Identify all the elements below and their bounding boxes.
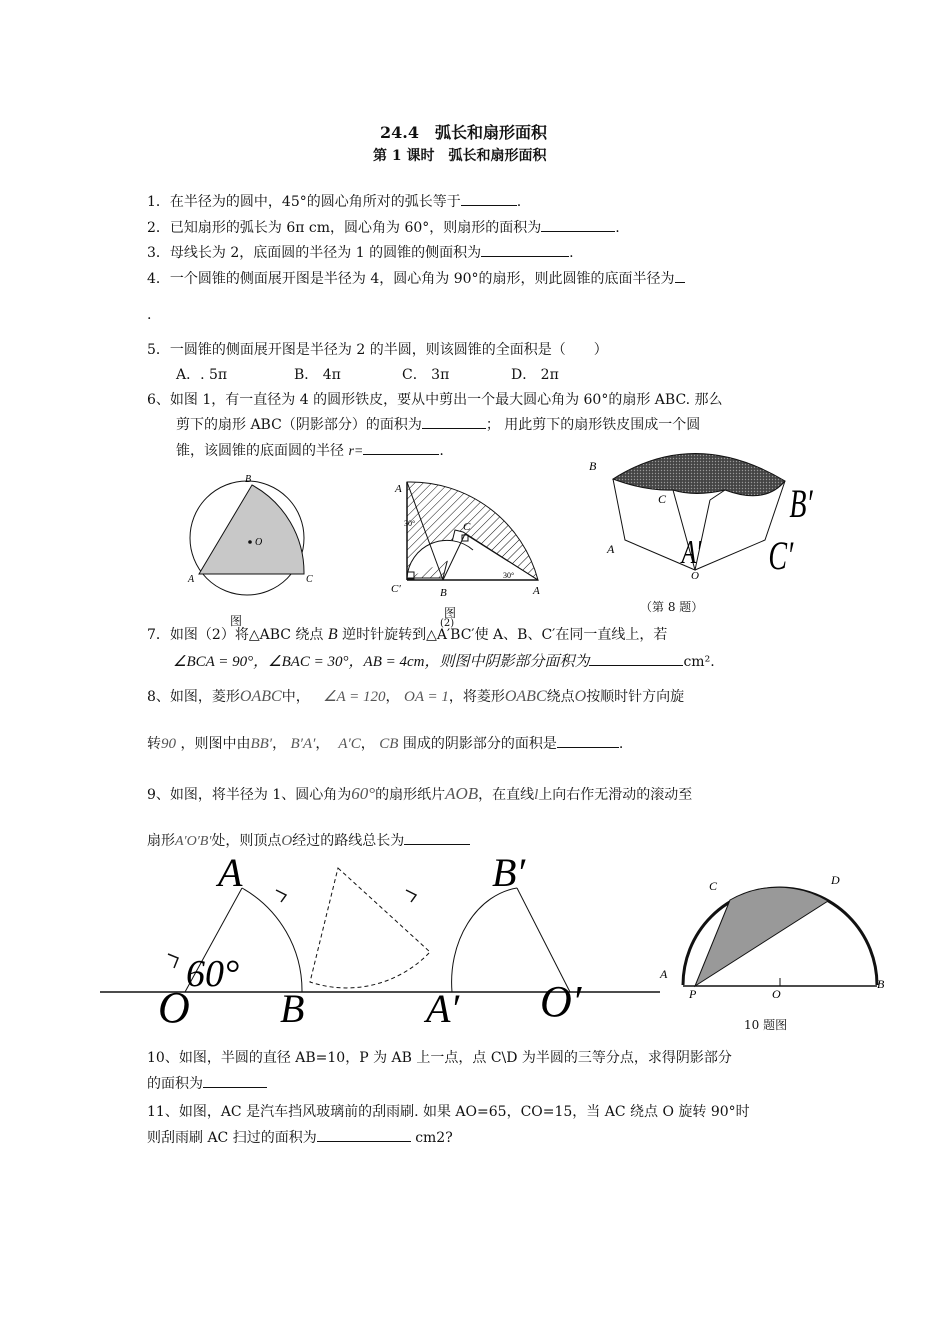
label-a-top: A	[395, 483, 402, 495]
arc-ab-prime	[452, 888, 517, 992]
q6-text-d: 锥，该圆锥的底面圆的半径	[176, 443, 344, 459]
question-6: 6、如图 1，有一直径为 4 的圆形铁皮，要从中剪出一个最大圆心角为 60°的扇形 ABC. 那么	[147, 392, 723, 408]
figure-2-caption-number: (2)	[440, 618, 455, 629]
question-8	[147, 688, 684, 706]
q8-math-o: O	[574, 688, 587, 705]
q8-text-l: 转	[147, 736, 161, 752]
question-2-text: 2．已知扇形的弧长为 6π cm，圆心角为 60°，则扇形的面积为	[147, 220, 542, 236]
question-1: 1．在半径为的圆中，45°的圆心角所对的弧长等于 .	[147, 194, 522, 210]
q9-text-h: 扇形	[147, 833, 175, 849]
q8-math-90: 90	[161, 736, 176, 752]
q8-math-cb: CB	[379, 736, 399, 752]
arrow-icon	[276, 890, 286, 902]
q9-text-j: 处，则顶点	[211, 833, 282, 849]
q5-option-a: A．. 5π	[176, 367, 228, 383]
label-b: B	[245, 474, 252, 485]
question-6-line-2	[176, 416, 700, 434]
q7-text-d: ∠BCA = 90°，∠BAC = 30°，AB = 4cm，则图中阴影部分面积为	[173, 654, 590, 670]
q10-text-b: 的面积为	[147, 1076, 203, 1092]
label-c-prime: C′	[391, 583, 401, 595]
q8-text-n: ，则图中由	[180, 736, 251, 752]
q7-text-c: 逆时针旋转到△A′BC′使 A、B、C′在同一直线上，若	[342, 627, 668, 643]
dotted-shaded-region	[613, 453, 785, 495]
figure-10-caption: 10 题图	[744, 1018, 788, 1032]
q6-text-c: ； 用此剪下的扇形铁皮围成一个圆	[485, 417, 701, 433]
q9-text-g: 上向右作无滑动的滚动至	[538, 787, 693, 803]
question-3-text: 3．母线长为 2，底面圆的半径为 1 的圆锥的侧面积为	[147, 245, 482, 261]
q8-math-bb: BB′	[250, 736, 273, 752]
label-angle-30-a: 30°	[404, 519, 416, 528]
question-4	[147, 270, 685, 288]
page-subtitle: 第 1 课时 弧长和扇形面积	[373, 148, 547, 164]
arc-ab	[242, 888, 302, 992]
q9-text-a: 9、如图，将半径为 1、圆心角为	[147, 787, 352, 803]
label-a: A	[188, 574, 195, 585]
radius-symbol: r=	[348, 444, 364, 459]
answer-blank	[481, 244, 569, 257]
answer-blank	[422, 416, 486, 429]
question-6-line-3: 锥，该圆锥的底面圆的半径 r= .	[176, 443, 444, 459]
question-7-line-2	[173, 653, 715, 671]
q7-text-a: 7．如图（2）	[147, 627, 235, 643]
q8-text-p: ，	[272, 736, 287, 752]
answer-blank	[363, 442, 439, 455]
q9-math-l: l	[534, 787, 539, 803]
figure-9	[100, 850, 670, 1035]
q8-text-k: 按顺时针方向旋	[586, 689, 685, 705]
label-a: A	[607, 542, 615, 556]
question-11-line-2	[147, 1129, 453, 1147]
q8-math-angle: ∠A = 120	[323, 689, 386, 705]
label-o-prime: O′	[540, 977, 582, 1026]
question-2: 2．已知扇形的弧长为 6π cm，圆心角为 60°，则扇形的面积为 .	[147, 220, 620, 236]
answer-blank	[317, 1129, 411, 1142]
center-dot	[248, 540, 252, 544]
q5-option-b: B． 4π	[294, 367, 341, 383]
question-9	[147, 785, 692, 804]
label-60: 60°	[186, 953, 240, 995]
label-b: B	[440, 587, 447, 599]
label-a-bottom: A	[533, 585, 540, 597]
q9-math-aob-prime: A′O′B′	[175, 834, 212, 849]
label-b-prime: B′	[492, 850, 526, 895]
q7-text-b: 将△ABC 绕点	[234, 627, 324, 643]
answer-blank	[203, 1075, 267, 1088]
q8-math-oabc: OABC	[239, 688, 282, 705]
label-b: B	[877, 977, 885, 991]
answer-blank	[589, 653, 683, 666]
q8-text-c: 中，	[281, 689, 310, 705]
q8-text-r: ，	[315, 736, 330, 752]
q11-text-c: cm2?	[415, 1130, 453, 1146]
arrow-icon	[168, 954, 178, 968]
q8-text-g: ，将菱形	[448, 689, 505, 705]
label-c: C	[709, 879, 718, 893]
label-a-prime: A′	[426, 986, 460, 1031]
q5-option-c: C． 3π	[402, 367, 450, 383]
dashed-sector	[310, 868, 430, 988]
question-4-text: 4．一个圆锥的侧面展开图是半径为 4，圆心角为 90°的扇形，则此圆锥的底面半径为	[147, 271, 675, 287]
figure-1-caption: 图	[230, 614, 243, 628]
figure-8-caption: （第 8 题）	[640, 600, 704, 614]
figure-2	[385, 470, 555, 605]
label-c-prime: C′	[768, 534, 794, 579]
q9-text-c: 的扇形纸片	[375, 787, 446, 803]
label-d: D	[831, 873, 840, 887]
question-1-text: 1．在半径为的圆中，45°的圆心角所对的弧长等于	[147, 194, 461, 210]
q9-text-l: 经过的路线总长为	[292, 833, 405, 849]
q5-option-d: D． 2π	[511, 367, 559, 383]
label-o: O	[255, 537, 263, 548]
q8-text-t: ，	[360, 736, 375, 752]
label-a: A	[218, 850, 243, 895]
label-a-prime: A′	[681, 534, 702, 572]
question-11: 11、如图，AC 是汽车挡风玻璃前的刮雨刷. 如果 AO=65，CO=15，当 AC 绕点 O 旋转 90°时	[147, 1104, 750, 1120]
question-5: 5．一圆锥的侧面展开图是半径为 2 的半圆，则该圆锥的全面积是（ ）	[147, 342, 608, 358]
question-9-line-2	[147, 832, 470, 851]
label-o: O	[772, 987, 781, 1001]
q8-text-v: 围成的阴影部分的面积是	[402, 736, 557, 752]
label-o: O	[158, 983, 190, 1032]
label-b-prime: B′	[789, 482, 813, 527]
label-c: C	[306, 574, 313, 585]
answer-blank	[675, 270, 685, 283]
label-a: A	[660, 967, 668, 981]
label-o: O	[691, 570, 699, 582]
figure-1	[180, 470, 330, 610]
question-7	[147, 626, 667, 644]
q8-text-i: 绕点	[546, 689, 575, 705]
q9-math-60: 60°	[351, 784, 376, 803]
label-c: C	[463, 521, 471, 533]
q9-text-e: ，在直线	[478, 787, 535, 803]
shaded-region	[695, 887, 828, 986]
q8-math-ba: B′A′	[290, 736, 316, 752]
answer-blank	[461, 193, 517, 206]
answer-blank	[541, 219, 615, 232]
label-b: B	[589, 459, 597, 473]
answer-blank	[404, 832, 470, 845]
label-b: B	[280, 986, 305, 1031]
question-10: 10、如图，半圆的直径 AB=10，P 为 AB 上一点，点 C\D 为半圆的三等分点，求得阴影部分	[147, 1050, 732, 1066]
q8-text-a: 8、如图，菱形	[147, 689, 240, 705]
q8-math-ac: A′C	[338, 736, 361, 752]
q6-text-b: 剪下的扇形 ABC（阴影部分）的面积为	[176, 417, 422, 433]
q9-math-o: O	[281, 833, 293, 849]
label-c: C	[658, 492, 667, 506]
q9-math-aob: AOB	[445, 784, 479, 803]
figure-2-caption: 图	[444, 606, 457, 620]
period: .	[147, 307, 152, 323]
figure-10	[655, 868, 895, 1003]
figure-8	[585, 445, 835, 590]
arrow-icon	[406, 890, 416, 902]
question-3: 3．母线长为 2，底面圆的半径为 1 的圆锥的侧面积为 .	[147, 245, 574, 261]
label-angle-30-b: 30°	[503, 571, 515, 580]
question-8-line-2: 转90 ，则图中由BB′， B′A′， A′C， CB 围成的阴影部分的面积是 .	[147, 736, 624, 752]
page-title: 24.4 弧长和扇形面积	[380, 123, 547, 142]
answer-blank	[557, 735, 619, 748]
q7-unit: cm².	[683, 654, 715, 670]
q11-text-b: 则刮雨刷 AC 扫过的面积为	[147, 1130, 317, 1146]
label-p: P	[689, 987, 697, 1001]
question-10-line-2	[147, 1075, 267, 1093]
point-b: B	[327, 626, 338, 643]
q8-math-oa: OA = 1	[403, 689, 449, 705]
q8-text-e: ，	[385, 689, 400, 705]
q8-math-oabc-2: OABC	[504, 688, 547, 705]
